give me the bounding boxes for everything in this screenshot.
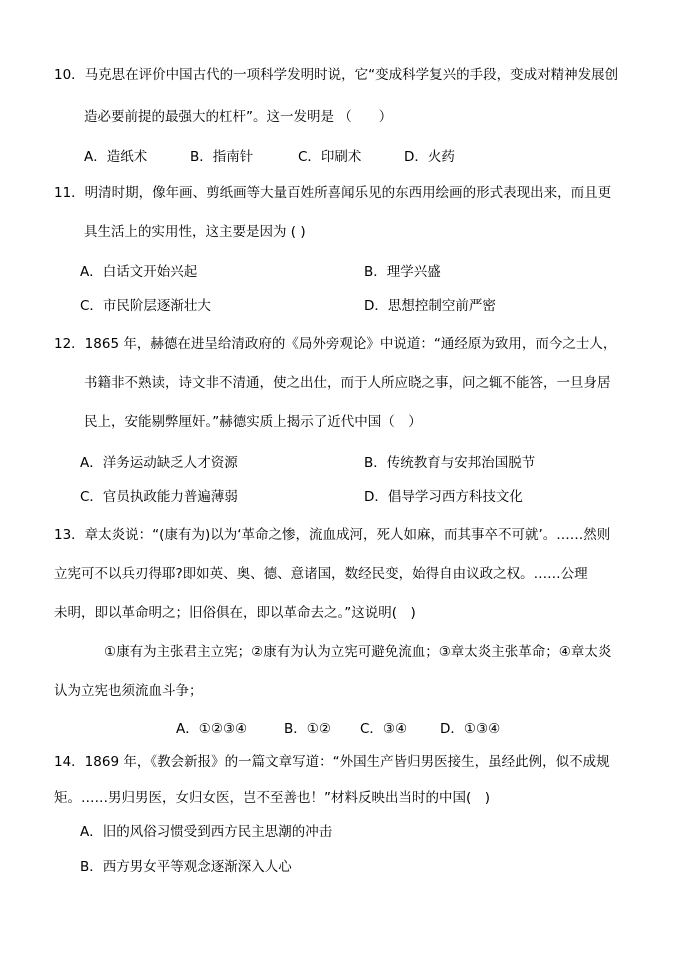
q13-option-c: C．③④	[360, 721, 408, 737]
q13-stem-line2: 立宪可不以兵刃得耶?即如英、奥、德、意诸国，数经民变，始得自由议政之权。……公理	[54, 566, 588, 582]
q12-stem-line2: 书籍非不熟读，诗文非不清通，使之出仕，而于人所应晓之事，问之辄不能答，一旦身居	[84, 375, 611, 391]
q14-stem-line1: 14．1869 年，《教会新报》的一篇文章写道：“外国生产皆归男医接生，虽经此例，似不成规	[54, 754, 610, 770]
q13-option-d: D．①③④	[440, 721, 501, 737]
q12-option-b: B．传统教育与安邦治国脱节	[364, 455, 536, 471]
q14-option-b: B．西方男女平等观念逐渐深入人心	[80, 859, 292, 875]
q10-option-d: D．火药	[404, 149, 455, 165]
q11-option-c: C．市民阶层逐渐壮大	[80, 298, 211, 314]
q12-option-c: C．官员执政能力普遍薄弱	[80, 489, 238, 505]
q10-stem-line2: 造必要前提的最强大的杠杆”。这一发明是 （ ）	[84, 109, 393, 125]
q12-stem-line1: 12．1865 年，赫德在进呈给清政府的《局外旁观论》中说道：“通经原为致用，而今之士人，	[54, 336, 617, 352]
q10-option-a: A．造纸术	[84, 149, 148, 165]
q11-option-d: D．思想控制空前严密	[364, 298, 496, 314]
q14-option-a: A．旧的风俗习惯受到西方民主思潮的冲击	[80, 824, 333, 840]
q10-option-c: C．印刷术	[298, 149, 362, 165]
q11-stem-line1: 11．明清时期，像年画、剪纸画等大量百姓所喜闻乐见的东西用绘画的形式表现出来，而且更	[54, 185, 612, 201]
q12-stem-line3: 民上，安能剔弊厘奸。”赫德实质上揭示了近代中国（ ）	[84, 414, 422, 430]
q12-option-a: A．洋务运动缺乏人才资源	[80, 455, 238, 471]
q13-option-a: A．①②③④	[176, 721, 248, 737]
q13-option-b: B．①②	[284, 721, 331, 737]
q13-stem-line1: 13．章太炎说：“(康有为)以为‘革命之惨，流血成河，死人如麻，而其事卒不可就’。……然则	[54, 527, 611, 543]
q13-statements-line2: 认为立宪也须流血斗争；	[54, 683, 203, 699]
q10-option-b: B．指南针	[190, 149, 254, 165]
q14-stem-line2: 矩。……男归男医，女归女医，岂不至善也！”材料反映出当时的中国( )	[54, 790, 491, 806]
q11-option-a: A．白话文开始兴起	[80, 264, 198, 280]
q13-statements-line1: ①康有为主张君主立宪；②康有为认为立宪可避免流血；③章太炎主张革命；④章太炎	[104, 644, 612, 660]
q12-option-d: D．倡导学习西方科技文化	[364, 489, 523, 505]
q10-stem-line1: 10．马克思在评价中国古代的一项科学发明时说，它“变成科学复兴的手段，变成对精神发展创	[54, 67, 619, 83]
q11-stem-line2: 具生活上的实用性，这主要是因为 ( )	[84, 224, 306, 240]
q11-option-b: B．理学兴盛	[364, 264, 441, 280]
q13-stem-line3: 未明，即以革命明之；旧俗俱在，即以革命去之。”这说明( )	[54, 605, 416, 621]
